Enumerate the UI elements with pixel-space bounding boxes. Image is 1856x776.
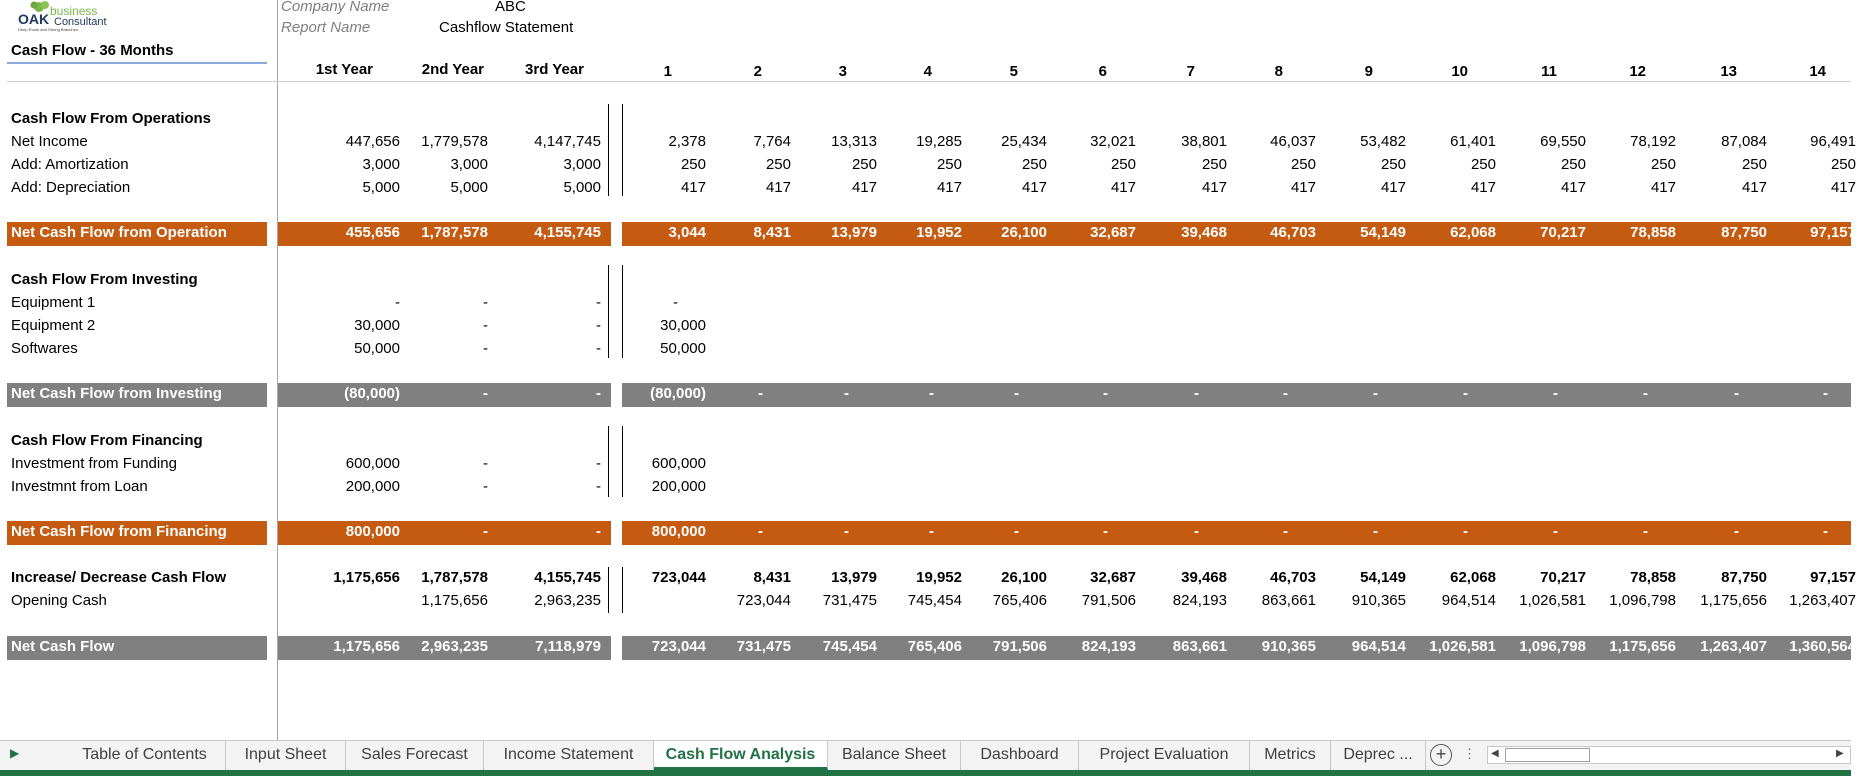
scroll-right-icon[interactable]: ▶ (1836, 748, 1844, 759)
cell-year[interactable]: - (596, 317, 601, 334)
cell-month[interactable]: 8,431 (753, 569, 791, 586)
cell-year[interactable]: 4,155,745 (534, 569, 601, 586)
cell-month[interactable]: 38,801 (1181, 133, 1227, 150)
cell-month[interactable]: 250 (851, 156, 877, 173)
cell-month[interactable]: 87,750 (1721, 224, 1767, 241)
cell-year[interactable]: 1,175,656 (333, 638, 400, 655)
cell-month[interactable]: 417 (1290, 179, 1316, 196)
cell-month[interactable]: - (1734, 523, 1739, 540)
cell-month[interactable]: 250 (1830, 156, 1856, 173)
cell-month[interactable]: 910,365 (1351, 592, 1406, 609)
cell-year[interactable]: - (596, 294, 601, 311)
cell-month[interactable]: 250 (680, 156, 706, 173)
cell-month[interactable]: 46,703 (1270, 224, 1316, 241)
sheet-tab[interactable]: Metrics (1250, 741, 1331, 770)
cell-month[interactable]: 824,193 (1081, 638, 1136, 655)
sheet-tab[interactable]: Project Evaluation (1079, 741, 1250, 770)
cell-month[interactable]: - (1194, 385, 1199, 402)
row-label: Add: Amortization (11, 156, 129, 173)
column-header-month: 10 (1451, 63, 1468, 80)
sheet-tab[interactable]: Dashboard (961, 741, 1079, 770)
column-header-month: 11 (1541, 63, 1557, 80)
cell-month[interactable]: 53,482 (1360, 133, 1406, 150)
cell-month[interactable]: 600,000 (651, 455, 706, 472)
cell-year[interactable]: - (483, 478, 488, 495)
cell-month[interactable]: 1,263,407 (1700, 638, 1767, 655)
cell-month[interactable]: - (673, 294, 678, 311)
cell-month[interactable]: 863,661 (1172, 638, 1227, 655)
company-name-value[interactable]: ABC (495, 0, 526, 15)
cell-year[interactable]: 1,787,578 (421, 224, 488, 241)
column-header-month: 1 (663, 63, 672, 80)
cell-month[interactable]: - (1643, 523, 1648, 540)
cell-year[interactable]: - (483, 385, 488, 402)
row-label: Cash Flow From Operations (11, 110, 212, 127)
section-separator (622, 567, 623, 613)
cell-year[interactable]: - (596, 340, 601, 357)
cell-month[interactable]: 250 (1470, 156, 1496, 173)
section-separator (608, 426, 609, 497)
cell-month[interactable]: 3,044 (668, 224, 706, 241)
band-row-years (278, 521, 611, 545)
row-label: Add: Depreciation (11, 179, 131, 196)
cell-month[interactable]: 7,764 (753, 133, 791, 150)
row-label: Net Income (11, 133, 88, 150)
cell-year[interactable]: - (596, 385, 601, 402)
cell-month[interactable]: 70,217 (1540, 569, 1586, 586)
cell-year[interactable]: 800,000 (345, 523, 400, 540)
section-separator (608, 265, 609, 358)
cell-month[interactable]: 1,263,407 (1789, 592, 1856, 609)
cell-month[interactable]: 417 (1110, 179, 1136, 196)
cell-month[interactable]: - (1283, 523, 1288, 540)
cell-month[interactable]: 8,431 (753, 224, 791, 241)
cell-month[interactable]: 1,026,581 (1519, 592, 1586, 609)
band-row-months (622, 383, 1851, 407)
cell-month[interactable]: 745,454 (822, 638, 877, 655)
cell-month[interactable]: 250 (1560, 156, 1586, 173)
cell-month[interactable]: 69,550 (1540, 133, 1586, 150)
cell-year[interactable]: 50,000 (354, 340, 400, 357)
cell-month[interactable]: - (758, 523, 763, 540)
cell-month[interactable]: 863,661 (1261, 592, 1316, 609)
cell-month[interactable]: 731,475 (822, 592, 877, 609)
column-header-month: 6 (1098, 63, 1107, 80)
column-header-month: 9 (1364, 63, 1373, 80)
cell-month[interactable]: 910,365 (1261, 638, 1316, 655)
cell-year[interactable]: - (483, 455, 488, 472)
cell-month[interactable]: 417 (851, 179, 877, 196)
cell-month[interactable]: 765,406 (907, 638, 962, 655)
column-header-year: 3rd Year (525, 61, 584, 78)
cell-year[interactable]: 5,000 (563, 179, 601, 196)
cell-month[interactable]: 250 (1201, 156, 1227, 173)
cell-month[interactable]: - (758, 385, 763, 402)
cell-month[interactable]: 417 (1470, 179, 1496, 196)
cell-month[interactable]: 1,175,656 (1609, 638, 1676, 655)
cell-month[interactable]: - (1373, 523, 1378, 540)
cell-month[interactable]: 1,096,798 (1519, 638, 1586, 655)
sheet-tab[interactable]: Cash Flow Analysis (654, 741, 828, 770)
cell-month[interactable]: - (929, 523, 934, 540)
cell-month[interactable]: 1,026,581 (1429, 638, 1496, 655)
cell-year[interactable]: 455,656 (345, 224, 400, 241)
section-separator (622, 265, 623, 358)
cell-year[interactable]: - (596, 523, 601, 540)
cell-year[interactable]: 7,118,979 (535, 638, 601, 655)
cell-month[interactable]: - (1463, 523, 1468, 540)
cell-month[interactable]: 87,750 (1721, 569, 1767, 586)
cell-month[interactable]: 54,149 (1360, 224, 1406, 241)
column-header-month: 7 (1186, 63, 1195, 80)
logo-line2: Consultant (54, 16, 107, 28)
cell-year[interactable]: (80,000) (344, 385, 400, 402)
cell-year[interactable]: 5,000 (450, 179, 488, 196)
cell-month[interactable]: 39,468 (1181, 569, 1227, 586)
sheet-tab[interactable]: Income Statement (484, 741, 654, 770)
column-header-month: 4 (923, 63, 932, 80)
cell-month[interactable]: 731,475 (736, 638, 791, 655)
cell-month[interactable]: - (1373, 385, 1378, 402)
cell-month[interactable]: 2,378 (668, 133, 706, 150)
cell-month[interactable]: 61,401 (1450, 133, 1496, 150)
cell-month[interactable]: (80,000) (650, 385, 706, 402)
sheet-tab[interactable]: Table of Contents (64, 741, 226, 770)
cell-month[interactable]: 417 (1380, 179, 1406, 196)
cell-month[interactable]: 791,506 (992, 638, 1047, 655)
cell-month[interactable]: - (1734, 385, 1739, 402)
oak-logo-icon (14, 0, 114, 34)
cell-month[interactable]: - (1823, 385, 1828, 402)
cell-month[interactable]: 765,406 (992, 592, 1047, 609)
row-label: Softwares (11, 340, 78, 357)
cell-month[interactable]: 97,157 (1810, 224, 1856, 241)
cell-month[interactable]: 250 (936, 156, 962, 173)
cell-month[interactable]: 250 (765, 156, 791, 173)
cell-year[interactable]: 3,000 (563, 156, 601, 173)
cell-month[interactable]: 417 (680, 179, 706, 196)
cell-month[interactable]: 417 (1560, 179, 1586, 196)
cell-year[interactable]: 1,175,656 (421, 592, 488, 609)
cell-month[interactable]: 19,285 (916, 133, 962, 150)
sheet-tab[interactable]: Input Sheet (226, 741, 346, 770)
row-label: Investmnt from Loan (11, 478, 148, 495)
cell-month[interactable]: 19,952 (916, 569, 962, 586)
cell-month[interactable]: 745,454 (907, 592, 962, 609)
cell-month[interactable]: 1,096,798 (1609, 592, 1676, 609)
cell-year[interactable]: 2,963,235 (421, 638, 488, 655)
cell-year[interactable]: 600,000 (345, 455, 400, 472)
cell-month[interactable]: 723,044 (651, 569, 706, 586)
cell-year[interactable]: 3,000 (362, 156, 400, 173)
cell-month[interactable]: 13,313 (831, 133, 877, 150)
cell-month[interactable]: 964,514 (1441, 592, 1496, 609)
cell-month[interactable]: 96,491 (1810, 133, 1856, 150)
cell-month[interactable]: 78,858 (1630, 569, 1676, 586)
cell-year[interactable]: 1,779,578 (421, 133, 488, 150)
column-divider (277, 0, 278, 744)
cell-month[interactable]: 417 (765, 179, 791, 196)
cell-month[interactable]: 97,157 (1810, 569, 1856, 586)
cell-month[interactable]: 800,000 (651, 523, 706, 540)
title-underline (7, 62, 267, 64)
cell-month[interactable]: 250 (1290, 156, 1316, 173)
logo-mark: OAK (18, 11, 50, 27)
cell-year[interactable]: 1,787,578 (421, 569, 488, 586)
cell-month[interactable]: 723,044 (736, 592, 791, 609)
cell-month[interactable]: - (1553, 385, 1558, 402)
cell-month[interactable]: 62,068 (1450, 569, 1496, 586)
cell-month[interactable]: - (1283, 385, 1288, 402)
cell-month[interactable]: 13,979 (831, 569, 877, 586)
cell-month[interactable]: 824,193 (1172, 592, 1227, 609)
scrollbar-thumb[interactable] (1505, 748, 1590, 762)
cell-month[interactable]: - (1194, 523, 1199, 540)
cell-month[interactable]: - (1103, 385, 1108, 402)
cell-month[interactable]: 250 (1380, 156, 1406, 173)
cell-month[interactable]: - (1643, 385, 1648, 402)
cell-year[interactable]: 3,000 (450, 156, 488, 173)
cell-month[interactable]: 46,037 (1270, 133, 1316, 150)
cell-month[interactable]: 417 (1741, 179, 1767, 196)
cell-month[interactable]: 13,979 (831, 224, 877, 241)
cell-year[interactable]: 4,147,745 (534, 133, 601, 150)
cell-month[interactable]: 964,514 (1351, 638, 1406, 655)
column-header-month: 14 (1809, 63, 1826, 80)
status-bar (0, 770, 1851, 776)
column-header-month: 12 (1629, 63, 1646, 80)
logo-tagline: Deep Roots and Strong Branches (18, 27, 78, 32)
cell-month[interactable]: 26,100 (1001, 569, 1047, 586)
cell-year[interactable]: - (483, 340, 488, 357)
cell-month[interactable]: 417 (1201, 179, 1227, 196)
row-label: Net Cash Flow from Investing (11, 385, 222, 402)
section-separator (622, 426, 623, 497)
row-label: Net Cash Flow from Financing (11, 523, 227, 540)
cell-year[interactable]: - (483, 294, 488, 311)
cell-year[interactable]: 2,963,235 (534, 592, 601, 609)
report-name-label: Report Name (281, 19, 371, 36)
cell-month[interactable]: - (929, 385, 934, 402)
column-header-month: 3 (838, 63, 847, 80)
cell-month[interactable]: 54,149 (1360, 569, 1406, 586)
cell-year[interactable]: 4,155,745 (534, 224, 601, 241)
company-name-label: Company Name (281, 0, 390, 15)
cell-month[interactable]: 417 (1830, 179, 1856, 196)
cell-year[interactable]: - (596, 455, 601, 472)
cell-month[interactable]: 417 (1021, 179, 1047, 196)
row-label: Equipment 1 (11, 294, 96, 311)
column-header-month: 13 (1720, 63, 1737, 80)
band-row-months (622, 521, 1851, 545)
cell-year[interactable]: 30,000 (354, 317, 400, 334)
cell-month[interactable]: - (844, 523, 849, 540)
cell-month[interactable]: 417 (936, 179, 962, 196)
column-header-month: 2 (753, 63, 762, 80)
cell-month[interactable]: - (844, 385, 849, 402)
section-separator (608, 567, 609, 613)
add-sheet-icon[interactable]: + (1430, 744, 1452, 766)
cell-year[interactable]: 447,656 (345, 133, 400, 150)
row-label: Investment from Funding (11, 455, 177, 472)
cell-month[interactable]: 250 (1110, 156, 1136, 173)
report-name-value[interactable]: Cashflow Statement (439, 19, 574, 36)
tab-scroll-right-icon[interactable]: ▶ (10, 746, 20, 760)
cell-month[interactable]: 791,506 (1081, 592, 1136, 609)
sheet-tab[interactable]: Sales Forecast (346, 741, 484, 770)
cell-month[interactable]: 78,858 (1630, 224, 1676, 241)
cell-month[interactable]: - (1014, 523, 1019, 540)
row-label: Cash Flow From Investing (11, 271, 198, 288)
more-options-icon[interactable]: ⋮ (1463, 746, 1476, 761)
logo-line1: business (50, 4, 98, 18)
column-header-year: 1st Year (315, 61, 373, 78)
column-header-month: 8 (1274, 63, 1283, 80)
cell-month[interactable]: 87,084 (1721, 133, 1767, 150)
section-separator (622, 104, 623, 196)
cell-month[interactable]: - (1103, 523, 1108, 540)
cell-month[interactable]: 250 (1741, 156, 1767, 173)
cell-month[interactable]: 25,434 (1001, 133, 1047, 150)
cell-year[interactable]: 200,000 (345, 478, 400, 495)
cell-year[interactable]: 1,175,656 (333, 569, 400, 586)
cell-year[interactable]: - (483, 317, 488, 334)
cell-year[interactable]: 5,000 (362, 179, 400, 196)
row-label: Increase/ Decrease Cash Flow (11, 569, 227, 586)
cell-month[interactable]: 32,687 (1090, 224, 1136, 241)
cell-year[interactable]: - (596, 478, 601, 495)
row-label: Equipment 2 (11, 317, 96, 334)
cell-month[interactable]: 1,175,656 (1700, 592, 1767, 609)
row-label: Opening Cash (11, 592, 107, 609)
cell-month[interactable]: 26,100 (1001, 224, 1047, 241)
cell-month[interactable]: 1,360,564 (1789, 638, 1856, 655)
cell-month[interactable]: 70,217 (1540, 224, 1586, 241)
row-label: Cash Flow From Financing (11, 432, 203, 449)
cell-month[interactable]: - (1463, 385, 1468, 402)
cell-month[interactable]: 78,192 (1630, 133, 1676, 150)
cell-month[interactable]: 30,000 (660, 317, 706, 334)
section-separator (608, 104, 609, 196)
company-logo (14, 0, 114, 34)
band-row-years (278, 383, 611, 407)
sheet-title: Cash Flow - 36 Months (11, 42, 174, 59)
cell-month[interactable]: - (1823, 523, 1828, 540)
sheet-tab[interactable]: Balance Sheet (828, 741, 961, 770)
sheet-tab[interactable]: Deprec ... (1331, 741, 1426, 770)
column-header-year: 2nd Year (421, 61, 484, 78)
row-label: Net Cash Flow from Operation (11, 224, 227, 241)
cell-month[interactable]: 723,044 (651, 638, 706, 655)
cell-month[interactable]: 19,952 (916, 224, 962, 241)
cell-month[interactable]: 250 (1021, 156, 1047, 173)
cell-month[interactable]: 250 (1650, 156, 1676, 173)
cell-month[interactable]: 417 (1650, 179, 1676, 196)
column-header-month: 5 (1009, 63, 1018, 80)
cell-year[interactable]: - (395, 294, 400, 311)
cell-month[interactable]: 62,068 (1450, 224, 1496, 241)
header-rule (7, 81, 1851, 82)
cell-month[interactable]: 32,687 (1090, 569, 1136, 586)
cell-month[interactable]: 39,468 (1181, 224, 1227, 241)
cell-month[interactable]: 50,000 (660, 340, 706, 357)
scroll-left-icon[interactable]: ◀ (1491, 748, 1499, 759)
cell-month[interactable]: - (1553, 523, 1558, 540)
cell-year[interactable]: - (483, 523, 488, 540)
cell-month[interactable]: 46,703 (1270, 569, 1316, 586)
cell-month[interactable]: 32,021 (1090, 133, 1136, 150)
row-label: Net Cash Flow (11, 638, 115, 655)
cell-month[interactable]: 200,000 (651, 478, 706, 495)
cell-month[interactable]: - (1014, 385, 1019, 402)
